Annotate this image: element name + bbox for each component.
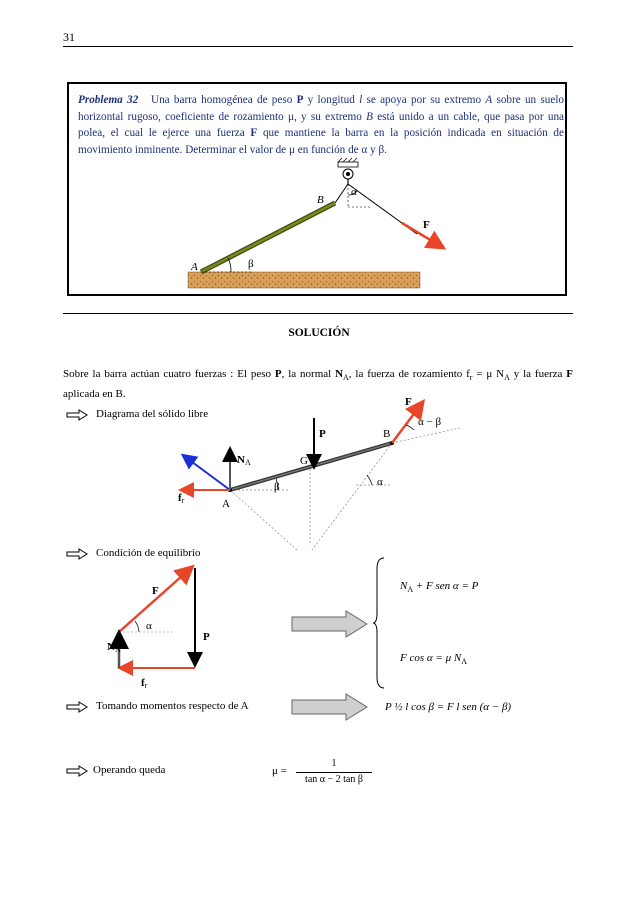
fbd-N: N [237, 454, 245, 466]
left-brace-icon [372, 557, 386, 689]
problem-text-5: está unido a un cable, que pasa por una polea, el cual le ejerce una fuerza [78, 110, 564, 139]
fbd-label-beta: β [274, 481, 280, 493]
problem-text-4: sobre un suelo horizontal rugoso, coeficiente de rozamiento μ, y su extremo [78, 94, 565, 123]
section-rule [63, 313, 573, 314]
triangle-F-arrow [119, 568, 191, 632]
problem-text-1: Una barra homogénea de peso [151, 94, 297, 106]
problem-P: P [296, 94, 304, 106]
eq1-a: N [400, 580, 408, 592]
triangle-label-P: P [203, 631, 210, 643]
equation-vertical [400, 580, 478, 594]
fig1-label-beta: β [248, 258, 254, 270]
problem-text-3: se apoya por su extremo [362, 94, 486, 106]
triangle-label-alpha: α [146, 620, 152, 632]
top-rule [63, 46, 573, 47]
intro-fr-sub: r [469, 373, 473, 383]
intro-t1: Sobre la barra actúan cuatro fuerzas : El peso [63, 368, 275, 380]
rough-ground [188, 272, 420, 288]
equation-horizontal [400, 652, 467, 666]
page-number: 31 [63, 30, 75, 44]
mu-numerator: 1 [331, 758, 337, 769]
fbd-label-alpha-minus-beta: α − β [418, 416, 442, 428]
fbd-label-A: A [222, 498, 230, 510]
mu-lhs: μ = [272, 765, 287, 777]
fbd-label-alpha: α [377, 476, 383, 488]
intro-F: F [566, 368, 573, 380]
problem-F: F [250, 127, 258, 139]
problem-title: Problema 32 [78, 94, 139, 106]
triangle-label-F: F [152, 585, 159, 597]
intro-t5: y la fuerza [509, 368, 567, 380]
eq1-a-sub: A [407, 585, 414, 595]
reaction-arrow [184, 456, 230, 490]
solution-title: SOLUCIÓN [288, 327, 350, 339]
tri-fr-sub: r [144, 681, 148, 690]
problem-text-6: que mantiene la barra en la posición indicada en situación de movimiento inminente. Determinar el valor de μ en función de α y β. [78, 127, 564, 156]
fig1-label-F: F [423, 219, 430, 231]
force-F-arrow [402, 223, 442, 247]
fbd-fr: f [178, 492, 182, 504]
right-arrow-icon [66, 548, 88, 560]
problem-l: l [359, 94, 363, 106]
intro-t3: , la fuerza de rozamiento f [348, 368, 470, 380]
step-momentos: Tomando momentos respecto de A [96, 700, 249, 712]
problem-figure [67, 82, 567, 296]
intro-t6: aplicada en B. [63, 388, 126, 401]
implies-arrow-icon [290, 693, 370, 721]
fig1-label-B: B [317, 194, 324, 206]
right-arrow-icon [66, 701, 88, 713]
moment-equation: P ½ l cos β = F l sen (α − β) [385, 701, 512, 713]
intro-t2: , la normal [281, 368, 336, 380]
tri-N: N [107, 641, 115, 653]
fbd-N-sub: A [244, 458, 251, 467]
eq2-sub: A [461, 657, 467, 667]
tri-fr: f [141, 677, 145, 689]
intro-P: P [274, 368, 282, 380]
free-body-diagram [160, 390, 480, 550]
intro-t4-sub: A [504, 373, 510, 383]
fbd-label-N [237, 454, 251, 467]
cable [335, 184, 348, 203]
intro-NA-sub: A [343, 373, 349, 383]
right-arrow-icon [66, 409, 88, 421]
fraction-bar [296, 772, 372, 773]
fbd-label-G: G [300, 455, 308, 467]
step-operando: Operando queda [93, 764, 166, 776]
tri-N-sub: A [114, 645, 121, 654]
implies-arrow-icon [290, 610, 370, 638]
step-equilibrio: Condición de equilibrio [96, 547, 201, 559]
fig1-label-alpha: α [351, 186, 357, 198]
step-dcl: Diagrama del sólido libre [96, 408, 209, 420]
intro-t4: = μ N [472, 368, 505, 380]
force-triangle [95, 560, 220, 690]
fbd-label-P: P [319, 428, 326, 440]
fbd-fr-sub: r [181, 496, 185, 505]
fbd-label-B: B [383, 428, 391, 440]
intro-N: N [335, 368, 344, 380]
problem-text-2: y longitud [303, 94, 360, 106]
fig1-label-A: A [191, 261, 198, 273]
pulley-support [338, 162, 358, 167]
fbd-label-fr [178, 492, 185, 505]
right-arrow-icon [66, 765, 88, 777]
problem-A: A [485, 94, 493, 106]
fbd-label-F: F [405, 396, 412, 408]
mu-denominator: tan α − 2 tan β [305, 774, 363, 785]
eq2-a: F cos α = μ N [400, 652, 462, 664]
eq1-b: + F sen α = P [413, 580, 479, 592]
problem-B: B [366, 110, 373, 123]
triangle-label-fr [141, 677, 148, 690]
